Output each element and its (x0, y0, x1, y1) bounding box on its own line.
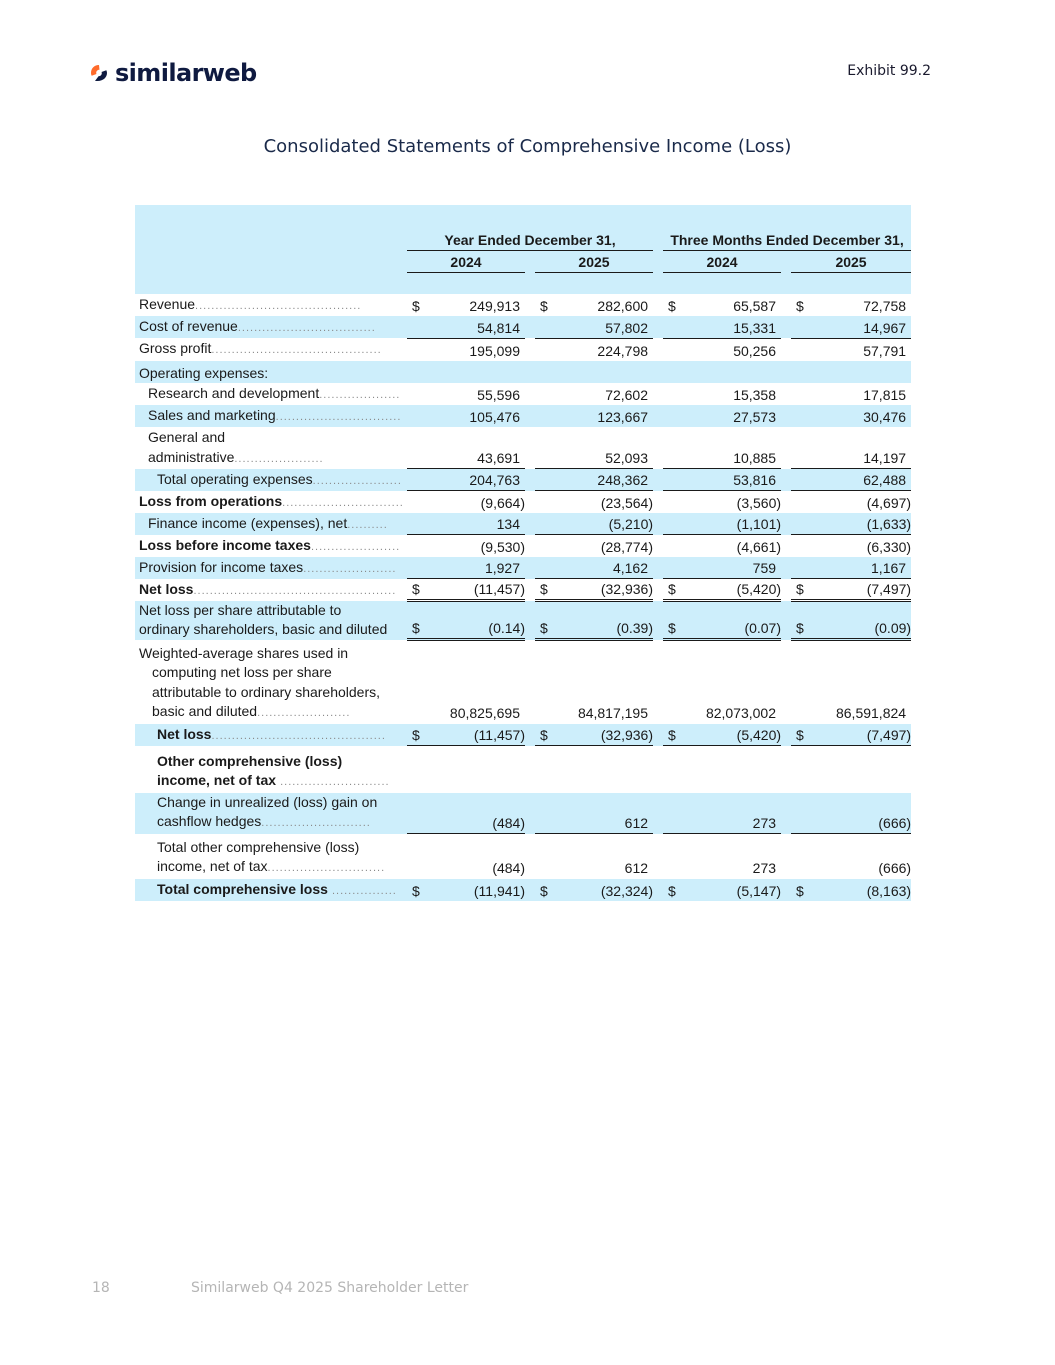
table-row-provision-taxes: Provision for income taxes....................... 1,927 4,162 759 1,167 (135, 557, 911, 579)
table-cell: 52,093 (553, 427, 653, 469)
table-row-research-development: Research and development.................... 55,596 72,602 15,358 17,815 (135, 383, 911, 405)
table-cell: 15,331 (681, 316, 781, 338)
row-label: Net loss (157, 725, 212, 742)
exhibit-label: Exhibit 99.2 (847, 63, 931, 79)
table-cell: (32,936) (553, 579, 653, 601)
row-label: computing net loss per share (152, 664, 332, 680)
currency-symbol: $ (407, 879, 425, 901)
spacer-row (135, 272, 911, 294)
table-cell: 27,573 (681, 405, 781, 427)
table-cell: 30,476 (809, 405, 911, 427)
table-cell: 57,802 (553, 316, 653, 338)
table-cell: (1,101) (681, 513, 781, 535)
currency-symbol: $ (535, 579, 553, 601)
currency-symbol: $ (791, 724, 809, 746)
currency-symbol: $ (407, 601, 425, 640)
table-row-loss-before-taxes: Loss before income taxes...................... (9,530) (28,774) (4,661) (6,330) (139, 536, 912, 555)
table-cell: 15,358 (733, 386, 777, 403)
table-row-oci-header: Other comprehensive (loss) income, net of tax ........................... (157, 752, 390, 788)
table-cell: (9,664) (480, 494, 525, 511)
row-label: Change in unrealized (loss) gain on (157, 793, 378, 810)
table-cell: 273 (752, 860, 777, 876)
table-cell: (666) (809, 793, 911, 834)
row-label: attributable to ordinary shareholders, (152, 683, 381, 700)
income-statement-table (135, 205, 911, 901)
footer-text: Similarweb Q4 2025 Shareholder Letter (191, 1280, 469, 1296)
table-cell: 134 (425, 513, 525, 535)
row-label: Total operating expenses (157, 470, 313, 487)
table-row-sales-marketing: Sales and marketing............................... 105,476 123,667 27,573 30,476 (135, 405, 911, 427)
row-label: Net loss (139, 580, 194, 597)
currency-symbol: $ (791, 879, 809, 901)
year-header: 2025 (535, 250, 653, 272)
currency-symbol: $ (540, 298, 548, 314)
table-cell: (666) (878, 860, 912, 876)
table-cell: 273 (681, 793, 781, 834)
table-row-total-operating-expenses: Total operating expenses...................... 204,763 248,362 53,816 62,488 (135, 469, 911, 491)
year-header-row (135, 250, 911, 272)
row-label: basic and diluted (152, 703, 258, 719)
table-cell: 17,815 (863, 386, 907, 403)
table-cell: 1,927 (425, 557, 525, 579)
currency-symbol: $ (535, 601, 553, 640)
table-cell: 57,791 (863, 342, 907, 359)
currency-symbol: $ (535, 879, 553, 901)
table-row-net-loss-per-share (135, 601, 911, 640)
year-header: 2025 (791, 250, 911, 272)
table-cell: 72,758 (863, 298, 907, 314)
row-label: Operating expenses: (135, 361, 407, 383)
row-label: cashflow hedges (157, 813, 262, 829)
table-cell: 612 (624, 860, 649, 876)
table-cell: 62,488 (809, 469, 911, 491)
table-cell: (4,697) (866, 494, 912, 511)
three-months-header: Three Months Ended December 31, (663, 205, 911, 250)
table-row-operating-expenses (135, 361, 911, 383)
table-cell: (0.39) (553, 601, 653, 640)
row-label: ordinary shareholders, basic and diluted (139, 621, 388, 637)
table-cell: (484) (425, 793, 525, 834)
table-row-net-loss-2: Net loss........................................... $ (11,457) $ (32,936) $ (5,420) $ (7,497) (135, 724, 911, 746)
table-cell: 53,816 (681, 469, 781, 491)
table-cell: 82,073,002 (705, 705, 777, 721)
currency-symbol: $ (663, 724, 681, 746)
row-label: income, net of tax (157, 772, 277, 788)
table-cell: (7,497) (809, 579, 911, 601)
table-cell: (3,560) (736, 494, 782, 511)
table-cell: 43,691 (425, 427, 525, 469)
table-cell: (28,774) (600, 538, 654, 555)
table-row-total-comprehensive-loss: Total comprehensive loss ................ $ (11,941) $ (32,324) $ (5,147) $ (8,163) (135, 879, 911, 901)
row-label: Sales and marketing (148, 406, 276, 423)
page-number: 18 (92, 1280, 110, 1296)
table-cell: 1,167 (809, 557, 911, 579)
row-label: Total comprehensive loss (157, 880, 328, 897)
table-cell: (7,497) (809, 724, 911, 746)
table-cell: 224,798 (597, 342, 649, 359)
year-header: 2024 (407, 250, 525, 272)
currency-symbol: $ (663, 879, 681, 901)
currency-symbol: $ (668, 298, 676, 314)
group-header-row (135, 205, 911, 250)
table-row-total-oci: Total other comprehensive (loss) income, net of tax............................. (484) 612 273 (666) (135, 834, 911, 879)
table-cell: 84,817,195 (577, 705, 649, 721)
logo-text: similarweb (115, 59, 257, 87)
row-label: Revenue (139, 296, 196, 312)
table-cell: (4,661) (736, 538, 782, 555)
currency-symbol: $ (796, 298, 804, 314)
currency-symbol: $ (407, 579, 425, 601)
page-title: Consolidated Statements of Comprehensive Income (Loss) (263, 136, 792, 157)
currency-symbol: $ (407, 724, 425, 746)
row-label: Total other comprehensive (loss) (157, 838, 360, 855)
table-cell: 204,763 (425, 469, 525, 491)
table-row-cost-of-revenue: Cost of revenue.................................. 54,814 57,802 15,331 14,967 (135, 316, 911, 338)
table-cell: (6,330) (866, 538, 912, 555)
table-row-general-admin: General and administrative...................... 43,691 52,093 10,885 14,197 (135, 427, 911, 469)
table-cell: (11,457) (425, 724, 525, 746)
table-cell: 14,967 (809, 316, 911, 338)
table-cell: (11,941) (425, 879, 525, 901)
table-cell: (5,420) (681, 579, 781, 601)
table-cell: 65,587 (733, 298, 777, 314)
row-label: Gross profit (139, 340, 212, 356)
table-cell: 4,162 (553, 557, 653, 579)
row-label: Cost of revenue (139, 318, 238, 334)
table-cell: (5,147) (681, 879, 781, 901)
table-cell: (5,420) (681, 724, 781, 746)
table-cell: 14,197 (809, 427, 911, 469)
table-cell: (5,210) (553, 513, 653, 535)
table-row-finance-income: Finance income (expenses), net.......... 134 (5,210) (1,101) (1,633) (135, 513, 911, 535)
row-label: Net loss per share attributable to (139, 601, 342, 618)
table-cell: (8,163) (809, 879, 911, 901)
table-cell: 195,099 (469, 342, 520, 359)
row-label: Weighted-average shares used in (139, 644, 349, 661)
currency-symbol: $ (791, 579, 809, 601)
year-ended-header: Year Ended December 31, (407, 205, 653, 250)
table-cell: 105,476 (425, 405, 525, 427)
row-label: Finance income (expenses), net (148, 514, 348, 531)
currency-symbol: $ (791, 601, 809, 640)
table-cell: (0.14) (425, 601, 525, 640)
table-cell: (11,457) (425, 579, 525, 601)
table-cell: 123,667 (553, 405, 653, 427)
row-label: Provision for income taxes (139, 558, 304, 575)
row-label: Research and development (148, 384, 320, 401)
table-cell: 759 (681, 557, 781, 579)
table-row-unrealized: Change in unrealized (loss) gain on cashflow hedges........................... (484) 612 273 (666) (135, 793, 911, 834)
table-cell: 54,814 (425, 316, 525, 338)
table-cell: 80,825,695 (449, 705, 520, 721)
row-label: General and administrative (148, 428, 235, 465)
table-row-gross-profit: Gross profit.......................................... 195,099 224,798 50,256 57,791 (135, 338, 911, 361)
table-cell: (0.07) (681, 601, 781, 640)
table-row-loss-from-operations: Loss from operations.............................. (9,664) (23,564) (3,560) (4,697) (139, 492, 912, 511)
table-cell: 55,596 (477, 386, 520, 403)
table-cell: 86,591,824 (835, 705, 907, 721)
table-cell: (484) (492, 860, 525, 876)
year-header: 2024 (663, 250, 781, 272)
currency-symbol: $ (663, 601, 681, 640)
table-cell: (32,936) (553, 724, 653, 746)
table-cell: (23,564) (600, 494, 654, 511)
row-label: Loss from operations (139, 492, 283, 509)
table-cell: 282,600 (597, 298, 649, 314)
similarweb-logo (88, 58, 257, 88)
table-cell: 248,362 (553, 469, 653, 491)
table-cell: (0.09) (809, 601, 911, 640)
currency-symbol: $ (663, 579, 681, 601)
currency-symbol: $ (535, 724, 553, 746)
similarweb-logo-icon (88, 62, 110, 84)
table-cell: 72,602 (605, 386, 649, 403)
table-row-weighted-shares: Weighted-average shares used in computing net loss per share attributable to ordinary shareholders, basic and diluted....................... 80,825,695 84,817,195 82,073,002 86,591,824 (135, 640, 911, 724)
table-row-revenue: Revenue......................................... $ 249,913 $ 282,600 $ 65,587 $ 72,758 (135, 294, 911, 316)
table-cell: 612 (553, 793, 653, 834)
table-cell: 249,913 (469, 298, 520, 314)
row-label: Loss before income taxes (139, 536, 311, 553)
table-cell: 50,256 (733, 342, 777, 359)
table-row-net-loss: Net loss.................................................. $ (11,457) $ (32,936) $ (5,420) $ (7,497) (135, 579, 911, 601)
row-label: income, net of tax (157, 858, 268, 874)
currency-symbol: $ (412, 298, 420, 314)
table-cell: (9,530) (480, 538, 525, 555)
table-cell: (1,633) (809, 513, 911, 535)
table-cell: 10,885 (681, 427, 781, 469)
table-cell: (32,324) (553, 879, 653, 901)
row-label: Other comprehensive (loss) (157, 752, 343, 769)
